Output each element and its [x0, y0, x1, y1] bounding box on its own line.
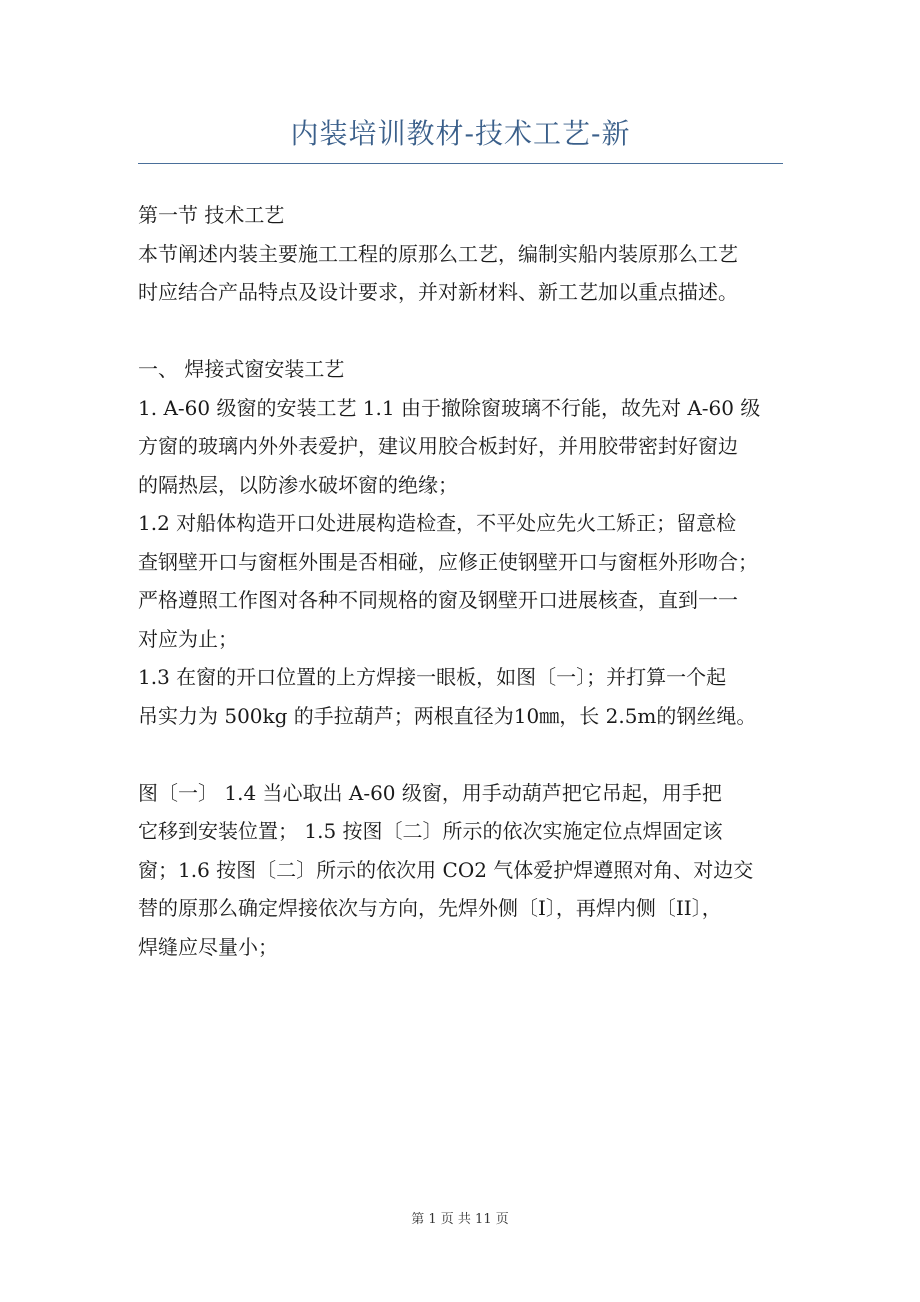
paragraph-line: 它移到安装位置； 1.5 按图〔二〕所示的依次实施定位点焊固定该 — [138, 819, 723, 843]
subsection-heading: 一、 焊接式窗安装工艺 — [138, 357, 345, 381]
paragraph-line: 1.2 对船体构造开口处进展构造检查，不平处应先火工矫正；留意检 — [138, 511, 737, 535]
paragraph-line: 替的原那么确定焊接依次与方向，先焊外侧〔I〕，再焊内侧〔II〕， — [138, 896, 722, 920]
blank-line — [138, 735, 788, 774]
paragraph-line: 方窗的玻璃内外外表爱护，建议用胶合板封好，并用胶带密封好窗边 — [138, 434, 738, 458]
paragraph-line: 时应结合产品特点及设计要求，并对新材料、新工艺加以重点描述。 — [138, 280, 738, 304]
document-title: 内装培训教材-技术工艺-新 — [290, 117, 631, 150]
paragraph-line: 图〔一〕 1.4 当心取出 A-60 级窗，用手动葫芦把它吊起，用手把 — [138, 780, 722, 805]
paragraph-line: 吊实力为 500kg 的手拉葫芦；两根直径为10㎜，长 2.5m的钢丝绳。 — [138, 703, 757, 728]
paragraph-line: 窗；1.6 按图〔二〕所示的依次用 CO2 气体爱护焊遵照对角、对边交 — [138, 857, 754, 882]
paragraph-line: 本节阐述内装主要施工工程的原那么工艺，编制实船内装原那么工艺 — [138, 241, 738, 266]
paragraph-line: 的隔热层，以防渗水破坏窗的绝缘； — [138, 472, 458, 497]
paragraph-line: 对应为止； — [138, 626, 238, 651]
title-divider — [138, 163, 783, 164]
section-heading: 第一节 技术工艺 — [138, 203, 285, 227]
paragraph-line: 1. A-60 级窗的安装工艺 1.1 由于撤除窗玻璃不行能，故先对 A-60 级 — [138, 395, 761, 420]
page-number-footer: 第 1 页 共 11 页 — [411, 1212, 509, 1227]
paragraph-line: 1.3 在窗的开口位置的上方焊接一眼板，如图〔一〕；并打算一个起 — [138, 665, 727, 689]
blank-line — [138, 312, 788, 351]
document-body — [138, 196, 788, 966]
paragraph-line: 严格遵照工作图对各种不同规格的窗及钢壁开口进展核查，直到一一 — [138, 588, 738, 612]
paragraph-line: 焊缝应尽量小； — [138, 934, 278, 959]
paragraph-line: 查钢壁开口与窗框外围是否相碰，应修正使钢壁开口与窗框外形吻合； — [138, 549, 758, 574]
